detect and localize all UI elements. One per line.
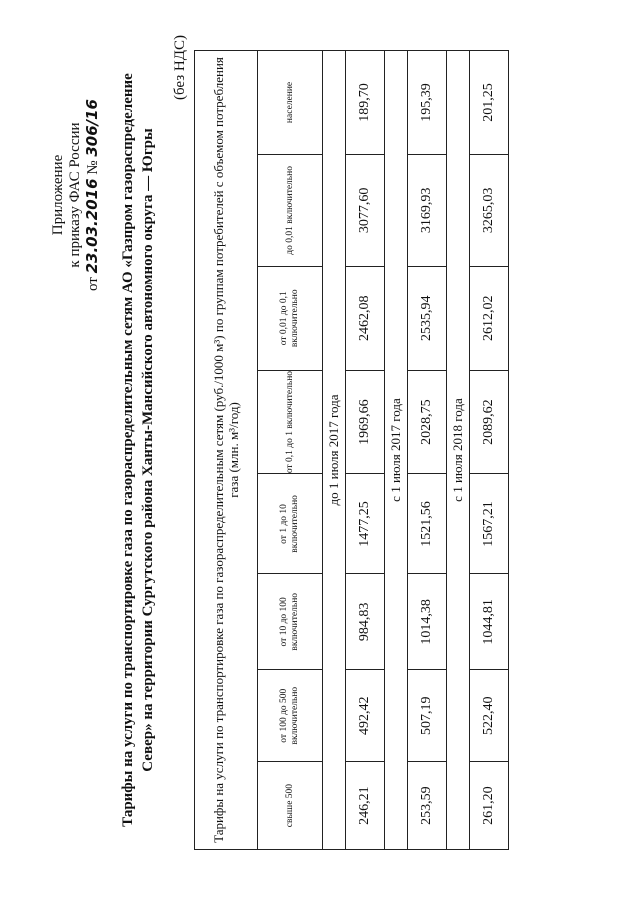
document-title: Тарифы на услуги по транспортировке газа по газораспределительным сетям АО «Газпром газораспределение Север» на территории Сургутского района Ханты-Мансийского автономного округа — Югры: [120, 73, 156, 827]
annex-label: Приложение: [50, 154, 66, 236]
table-cell: 1567,21: [470, 474, 509, 574]
table-cell: 492,42: [346, 670, 385, 762]
table-cell: 1044,81: [470, 574, 509, 670]
table-cell: 1477,25: [346, 474, 385, 574]
annex-block: [50, 65, 102, 325]
table-cell: 3077,60: [346, 154, 385, 266]
table-header-main-row: [195, 51, 258, 850]
table-row: [408, 51, 447, 850]
table-cell: 1014,38: [408, 574, 447, 670]
table-cell: 3169,93: [408, 154, 447, 266]
table-cell: 195,39: [408, 51, 447, 155]
table-cell: 2535,94: [408, 266, 447, 370]
annex-handwritten-date: 23.03.2016: [83, 178, 101, 274]
table-cell: 2462,08: [346, 266, 385, 370]
table-header-main: Тарифы на услуги по транспортировке газа по газораспределительным сетям (руб./1000 м³) по группам потребителей с объемом потребления газа (млн. м³/год): [195, 51, 258, 850]
column-header: от 0,1 до 1 включительно: [258, 370, 323, 474]
annex-order-reference: к приказу ФАС России: [67, 122, 83, 268]
tariff-table: [194, 50, 496, 850]
table-row: [346, 51, 385, 850]
table-cell: 261,20: [470, 762, 509, 850]
period-row: [385, 51, 408, 850]
annex-number-prefix: №: [85, 160, 101, 175]
annex-handwritten-number: 306/16: [83, 99, 101, 157]
table-cell: 1521,56: [408, 474, 447, 574]
column-header: свыше 500: [258, 762, 323, 850]
annex-date-number-line: [84, 65, 102, 325]
table-cell: 984,83: [346, 574, 385, 670]
table-cell: 507,19: [408, 670, 447, 762]
table-cell: 201,25: [470, 51, 509, 155]
column-header: от 0,01 до 0,1 включительно: [258, 266, 323, 370]
annex-date-prefix: от: [85, 277, 101, 291]
vat-note: (без НДС): [172, 35, 188, 101]
table-cell: 246,21: [346, 762, 385, 850]
column-header: от 10 до 100 включительно: [258, 574, 323, 670]
period-row: [323, 51, 346, 850]
table-cell: 2028,75: [408, 370, 447, 474]
period-row: [447, 51, 470, 850]
column-header: население: [258, 51, 323, 155]
table-cell: 3265,03: [470, 154, 509, 266]
period-label: с 1 июля 2018 года: [447, 51, 470, 850]
table-cell: 253,59: [408, 762, 447, 850]
period-label: с 1 июля 2017 года: [385, 51, 408, 850]
column-header: от 1 до 10 включительно: [258, 474, 323, 574]
table-header-columns-row: [258, 51, 323, 850]
table-cell: 189,70: [346, 51, 385, 155]
table-cell: 2612,02: [470, 266, 509, 370]
table-cell: 2089,62: [470, 370, 509, 474]
table-cell: 1969,66: [346, 370, 385, 474]
column-header: от 100 до 500 включительно: [258, 670, 323, 762]
period-label: до 1 июля 2017 года: [323, 51, 346, 850]
table-cell: 522,40: [470, 670, 509, 762]
column-header: до 0,01 включительно: [258, 154, 323, 266]
table-row: [470, 51, 509, 850]
